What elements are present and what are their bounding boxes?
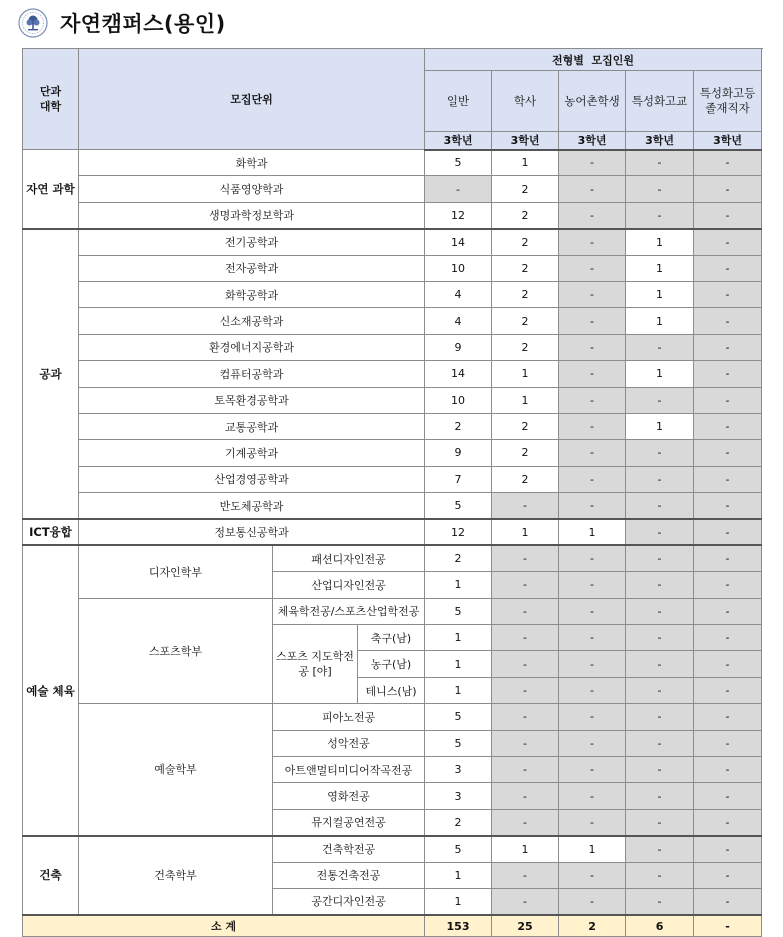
unit-name: 산업디자인전공	[273, 572, 425, 598]
quota-cell: -	[626, 888, 694, 914]
quota-cell: -	[694, 387, 762, 413]
table-row	[23, 308, 762, 334]
quota-cell: 5	[425, 730, 492, 756]
unit-name: 생명과학정보학과	[79, 202, 425, 228]
group-label: 예술학부	[79, 704, 273, 836]
header-year-4: 3학년	[694, 132, 762, 150]
quota-cell: 1	[626, 308, 694, 334]
quota-cell: 1	[626, 281, 694, 307]
unit-name: 정보통신공학과	[79, 519, 425, 545]
quota-cell: 1	[492, 836, 559, 862]
table-row	[23, 519, 762, 545]
group-label: 스포츠 지도학전공 [야]	[273, 625, 358, 704]
quota-cell: -	[559, 704, 626, 730]
unit-name: 전통건축전공	[273, 862, 425, 888]
quota-cell: -	[559, 229, 626, 255]
quota-cell: -	[492, 598, 559, 624]
quota-cell: 1	[492, 150, 559, 176]
quota-cell: -	[626, 466, 694, 492]
quota-cell: -	[559, 150, 626, 176]
quota-cell: -	[694, 150, 762, 176]
quota-cell: -	[694, 572, 762, 598]
quota-cell: -	[626, 704, 694, 730]
quota-cell: -	[694, 229, 762, 255]
quota-cell: -	[492, 493, 559, 519]
quota-cell: -	[694, 281, 762, 307]
quota-cell: -	[559, 862, 626, 888]
header-group: 전형별 모집인원	[425, 49, 762, 71]
table-row	[23, 281, 762, 307]
quota-cell: -	[626, 493, 694, 519]
quota-cell: -	[559, 413, 626, 439]
quota-cell: 14	[425, 361, 492, 387]
unit-name: 컴퓨터공학과	[79, 361, 425, 387]
quota-cell: -	[559, 888, 626, 914]
header-col-4: 특성화고등 졸재직자	[694, 71, 762, 132]
header-college-text: 단과 대학	[39, 85, 62, 113]
total-cell: -	[694, 915, 762, 937]
quota-cell: 1	[492, 361, 559, 387]
quota-cell: -	[626, 836, 694, 862]
quota-cell: -	[492, 625, 559, 651]
total-label: 소 계	[23, 915, 425, 937]
header-col-2: 농어촌학생	[559, 71, 626, 132]
quota-cell: 2	[425, 413, 492, 439]
quota-cell: -	[559, 387, 626, 413]
header-college	[23, 49, 79, 150]
quota-cell: 5	[425, 493, 492, 519]
quota-cell: 2	[492, 413, 559, 439]
unit-name: 체육학전공/스포츠산업학전공	[273, 598, 425, 624]
unit-name: 전기공학과	[79, 229, 425, 255]
unit-name: 기계공학과	[79, 440, 425, 466]
quota-cell: -	[559, 572, 626, 598]
unit-name: 뮤지컬공연전공	[273, 809, 425, 835]
quota-cell: 4	[425, 308, 492, 334]
header-year-0: 3학년	[425, 132, 492, 150]
quota-cell: 2	[425, 809, 492, 835]
group-label: 스포츠학부	[79, 598, 273, 704]
quota-cell: 9	[425, 440, 492, 466]
quota-cell: -	[559, 598, 626, 624]
total-row	[23, 915, 762, 937]
table-row	[23, 493, 762, 519]
table-row	[23, 545, 762, 571]
quota-cell: -	[694, 202, 762, 228]
quota-cell: 1	[626, 229, 694, 255]
quota-cell: -	[694, 862, 762, 888]
group-label: 건축	[23, 836, 79, 915]
quota-cell: -	[626, 440, 694, 466]
quota-cell: -	[694, 836, 762, 862]
quota-cell: 3	[425, 783, 492, 809]
unit-name: 피아노전공	[273, 704, 425, 730]
header-col-0: 일반	[425, 71, 492, 132]
quota-cell: -	[694, 756, 762, 782]
table-row	[23, 387, 762, 413]
table-row	[23, 255, 762, 281]
quota-cell: -	[694, 598, 762, 624]
group-label: 공과	[23, 229, 79, 519]
table-row	[23, 598, 762, 624]
quota-cell: 2	[492, 229, 559, 255]
quota-cell: 2	[492, 255, 559, 281]
quota-cell: -	[694, 466, 762, 492]
header-col-3: 특성화고교	[626, 71, 694, 132]
quota-cell: -	[694, 809, 762, 835]
quota-cell: 2	[492, 202, 559, 228]
quota-cell: -	[492, 677, 559, 703]
unit-name: 테니스(남)	[358, 677, 425, 703]
quota-cell: -	[626, 677, 694, 703]
quota-cell: -	[559, 730, 626, 756]
table-row	[23, 440, 762, 466]
group-label: ICT융합	[23, 519, 79, 545]
quota-cell: -	[626, 862, 694, 888]
quota-cell: -	[694, 493, 762, 519]
total-cell: 6	[626, 915, 694, 937]
quota-cell: -	[626, 334, 694, 360]
quota-cell: 1	[425, 862, 492, 888]
unit-name: 신소재공학과	[79, 308, 425, 334]
quota-cell: -	[559, 176, 626, 202]
quota-cell: -	[694, 519, 762, 545]
quota-cell: 2	[492, 176, 559, 202]
quota-cell: -	[559, 677, 626, 703]
quota-cell: 1	[626, 413, 694, 439]
table-row	[23, 229, 762, 255]
unit-name: 패션디자인전공	[273, 545, 425, 571]
table-row	[23, 413, 762, 439]
quota-cell: -	[626, 545, 694, 571]
header-year-3: 3학년	[626, 132, 694, 150]
quota-cell: -	[694, 361, 762, 387]
unit-name: 산업경영공학과	[79, 466, 425, 492]
group-label: 건축학부	[79, 836, 273, 915]
total-cell: 25	[492, 915, 559, 937]
quota-cell: 2	[492, 334, 559, 360]
quota-cell: 1	[626, 255, 694, 281]
quota-cell: -	[559, 466, 626, 492]
table-row	[23, 836, 762, 862]
quota-cell: -	[492, 545, 559, 571]
quota-cell: -	[425, 176, 492, 202]
quota-cell: -	[492, 888, 559, 914]
quota-cell: -	[626, 730, 694, 756]
table-row	[23, 176, 762, 202]
quota-cell: -	[694, 783, 762, 809]
header-year-2: 3학년	[559, 132, 626, 150]
quota-cell: 4	[425, 281, 492, 307]
unit-name: 성악전공	[273, 730, 425, 756]
quota-cell: 14	[425, 229, 492, 255]
quota-cell: 10	[425, 387, 492, 413]
page-header	[18, 6, 226, 40]
quota-cell: -	[626, 756, 694, 782]
group-label: 예술 체육	[23, 545, 79, 835]
admission-quota-table	[22, 48, 762, 937]
group-label: 자연 과학	[23, 150, 79, 229]
unit-name: 전자공학과	[79, 255, 425, 281]
quota-cell: -	[694, 625, 762, 651]
quota-cell: 2	[492, 466, 559, 492]
quota-cell: -	[694, 677, 762, 703]
quota-cell: -	[559, 651, 626, 677]
table-row	[23, 361, 762, 387]
unit-name: 영화전공	[273, 783, 425, 809]
quota-cell: 5	[425, 598, 492, 624]
quota-cell: -	[492, 704, 559, 730]
quota-cell: -	[626, 202, 694, 228]
quota-cell: 1	[559, 836, 626, 862]
quota-cell: -	[694, 255, 762, 281]
total-cell: 153	[425, 915, 492, 937]
quota-cell: -	[694, 413, 762, 439]
quota-cell: -	[559, 255, 626, 281]
table-row	[23, 704, 762, 730]
quota-cell: -	[559, 783, 626, 809]
quota-cell: -	[626, 387, 694, 413]
quota-cell: 5	[425, 150, 492, 176]
unit-name: 공간디자인전공	[273, 888, 425, 914]
table-row	[23, 466, 762, 492]
quota-cell: -	[492, 756, 559, 782]
quota-cell: 5	[425, 836, 492, 862]
quota-cell: -	[626, 598, 694, 624]
unit-name: 건축학전공	[273, 836, 425, 862]
quota-cell: -	[694, 440, 762, 466]
quota-cell: 2	[492, 281, 559, 307]
unit-name: 식품영양학과	[79, 176, 425, 202]
quota-cell: -	[559, 440, 626, 466]
quota-cell: -	[559, 202, 626, 228]
unit-name: 화학과	[79, 150, 425, 176]
group-label: 디자인학부	[79, 545, 273, 598]
quota-cell: 1	[492, 519, 559, 545]
header-col-1: 학사	[492, 71, 559, 132]
quota-cell: 2	[425, 545, 492, 571]
quota-cell: 1	[425, 625, 492, 651]
quota-cell: 1	[425, 572, 492, 598]
quota-cell: -	[694, 334, 762, 360]
header-unit: 모집단위	[79, 49, 425, 150]
quota-cell: 3	[425, 756, 492, 782]
unit-name: 축구(남)	[358, 625, 425, 651]
quota-cell: 2	[492, 308, 559, 334]
quota-cell: 5	[425, 704, 492, 730]
quota-cell: -	[626, 625, 694, 651]
quota-cell: 1	[626, 361, 694, 387]
quota-cell: 2	[492, 440, 559, 466]
unit-name: 교통공학과	[79, 413, 425, 439]
quota-cell: -	[492, 730, 559, 756]
page-title: 자연캠퍼스(용인)	[60, 12, 226, 36]
quota-cell: 10	[425, 255, 492, 281]
quota-cell: -	[559, 545, 626, 571]
quota-cell: 1	[425, 651, 492, 677]
quota-cell: 1	[425, 677, 492, 703]
quota-cell: 1	[492, 387, 559, 413]
quota-cell: -	[492, 651, 559, 677]
unit-name: 농구(남)	[358, 651, 425, 677]
unit-name: 화학공학과	[79, 281, 425, 307]
unit-name: 토목환경공학과	[79, 387, 425, 413]
quota-cell: 1	[559, 519, 626, 545]
header-year-1: 3학년	[492, 132, 559, 150]
quota-cell: -	[694, 704, 762, 730]
quota-cell: -	[694, 176, 762, 202]
quota-cell: -	[559, 361, 626, 387]
quota-cell: -	[559, 756, 626, 782]
quota-cell: 7	[425, 466, 492, 492]
quota-cell: -	[626, 150, 694, 176]
university-emblem-icon	[18, 8, 48, 38]
total-cell: 2	[559, 915, 626, 937]
table-row	[23, 202, 762, 228]
quota-cell: -	[559, 334, 626, 360]
unit-name: 환경에너지공학과	[79, 334, 425, 360]
quota-cell: -	[492, 809, 559, 835]
quota-cell: 12	[425, 202, 492, 228]
quota-cell: 9	[425, 334, 492, 360]
quota-cell: -	[492, 862, 559, 888]
unit-name: 아트앤멀티미디어작곡전공	[273, 756, 425, 782]
quota-cell: -	[559, 308, 626, 334]
quota-cell: -	[694, 545, 762, 571]
quota-cell: -	[694, 651, 762, 677]
quota-cell: -	[694, 730, 762, 756]
quota-cell: -	[694, 888, 762, 914]
quota-cell: -	[559, 625, 626, 651]
quota-cell: -	[694, 308, 762, 334]
quota-cell: -	[559, 809, 626, 835]
quota-cell: -	[626, 783, 694, 809]
quota-cell: -	[492, 783, 559, 809]
table-row	[23, 150, 762, 176]
quota-cell: -	[626, 809, 694, 835]
quota-cell: -	[626, 572, 694, 598]
table-row	[23, 334, 762, 360]
quota-cell: -	[626, 519, 694, 545]
quota-cell: 12	[425, 519, 492, 545]
quota-cell: -	[492, 572, 559, 598]
quota-cell: -	[626, 176, 694, 202]
quota-cell: -	[559, 493, 626, 519]
unit-name: 반도체공학과	[79, 493, 425, 519]
quota-cell: -	[559, 281, 626, 307]
quota-cell: -	[626, 651, 694, 677]
quota-cell: 1	[425, 888, 492, 914]
